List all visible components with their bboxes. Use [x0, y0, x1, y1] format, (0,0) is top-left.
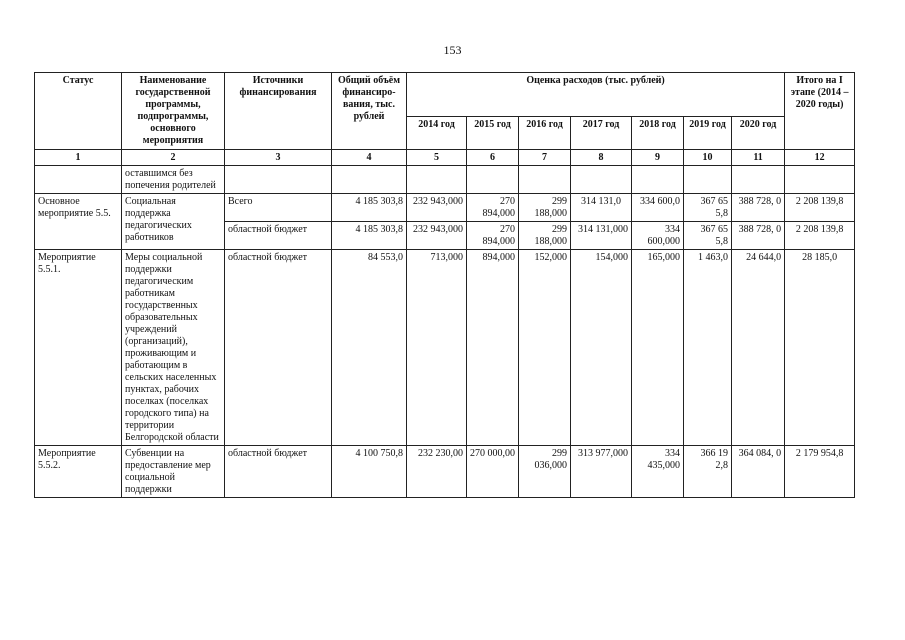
year-2019-cell: 1 463,0 [684, 250, 732, 446]
year-2020-cell: 24 644,0 [732, 250, 785, 446]
total-cell: 84 553,0 [332, 250, 407, 446]
header-status: Статус [35, 73, 122, 150]
year-2019-cell: 367 65 5,8 [684, 194, 732, 222]
total-cell: 4 100 750,8 [332, 446, 407, 498]
year-2017-cell: 313 977,000 [571, 446, 632, 498]
header-year-2015: 2015 год [467, 117, 519, 150]
program-name-cell: оставшимся без попечения родителей [122, 166, 225, 194]
stage-total-cell: 2 208 139,8 [785, 194, 855, 222]
empty-cell [785, 166, 855, 194]
source-cell: областной бюджет [225, 446, 332, 498]
status-cell [35, 166, 122, 194]
year-2020-cell: 388 728, 0 [732, 194, 785, 222]
empty-cell [225, 166, 332, 194]
year-2014-cell: 713,000 [407, 250, 467, 446]
page-number: 153 [443, 43, 462, 57]
program-name-cell: Субвенции на предоставление мер социальной поддержки [122, 446, 225, 498]
column-number-row [35, 150, 855, 166]
table-row [35, 446, 855, 498]
year-2015-cell: 270 894,000 [467, 222, 519, 250]
header-year-2014: 2014 год [407, 117, 467, 150]
total-cell: 4 185 303,8 [332, 194, 407, 222]
column-number: 7 [519, 150, 571, 166]
program-name-cell: Меры социальной поддержки педагогическим работникам государственных образовательных учреждений (организаций), проживающим и работающим в сельских населенных пунктах, рабочих поселках (поселках городского типа) на территории Белгородской области [122, 250, 225, 446]
budget-table [34, 72, 855, 498]
year-2018-cell: 334 600,000 [632, 222, 684, 250]
year-2019-cell: 366 19 2,8 [684, 446, 732, 498]
empty-cell [732, 166, 785, 194]
header-year-2017: 2017 год [571, 117, 632, 150]
year-2015-cell: 894,000 [467, 250, 519, 446]
column-number: 2 [122, 150, 225, 166]
empty-cell [332, 166, 407, 194]
year-2016-cell: 299 036,000 [519, 446, 571, 498]
column-number: 3 [225, 150, 332, 166]
empty-cell [684, 166, 732, 194]
header-year-2016: 2016 год [519, 117, 571, 150]
column-number: 10 [684, 150, 732, 166]
status-cell: Мероприятие 5.5.2. [35, 446, 122, 498]
year-2018-cell: 165,000 [632, 250, 684, 446]
program-name-cell: Социальная поддержка педагогических работников [122, 194, 225, 250]
source-cell: Всего [225, 194, 332, 222]
header-row-1 [35, 73, 855, 117]
year-2016-cell: 152,000 [519, 250, 571, 446]
stage-total-cell: 28 185,0 [785, 250, 855, 446]
empty-cell [519, 166, 571, 194]
column-number: 12 [785, 150, 855, 166]
stage-total-cell: 2 179 954,8 [785, 446, 855, 498]
year-2016-cell: 299 188,000 [519, 194, 571, 222]
year-2015-cell: 270 000,00 [467, 446, 519, 498]
column-number: 6 [467, 150, 519, 166]
year-2017-cell: 314 131,000 [571, 222, 632, 250]
column-number: 9 [632, 150, 684, 166]
stage-total-cell: 2 208 139,8 [785, 222, 855, 250]
header-year-2018: 2018 год [632, 117, 684, 150]
year-2016-cell: 299 188,000 [519, 222, 571, 250]
header-expense-estimate: Оценка расходов (тыс. рублей) [407, 73, 785, 117]
status-cell: Мероприятие 5.5.1. [35, 250, 122, 446]
header-stage-total: Итого на I этапе (2014 – 2020 годы) [785, 73, 855, 150]
header-sources: Источники финансирования [225, 73, 332, 150]
table-row [35, 166, 855, 194]
year-2019-cell: 367 65 5,8 [684, 222, 732, 250]
source-cell: областной бюджет [225, 250, 332, 446]
empty-cell [632, 166, 684, 194]
year-2015-cell: 270 894,000 [467, 194, 519, 222]
empty-cell [467, 166, 519, 194]
source-cell: областной бюджет [225, 222, 332, 250]
header-total-volume: Общий объём финансиро-вания, тыс. рублей [332, 73, 407, 150]
header-year-2019: 2019 год [684, 117, 732, 150]
year-2018-cell: 334 435,000 [632, 446, 684, 498]
year-2014-cell: 232 943,000 [407, 194, 467, 222]
empty-cell [571, 166, 632, 194]
empty-cell [407, 166, 467, 194]
year-2020-cell: 388 728, 0 [732, 222, 785, 250]
year-2018-cell: 334 600,0 [632, 194, 684, 222]
column-number: 1 [35, 150, 122, 166]
year-2020-cell: 364 084, 0 [732, 446, 785, 498]
year-2017-cell: 154,000 [571, 250, 632, 446]
year-2014-cell: 232 230,00 [407, 446, 467, 498]
column-number: 4 [332, 150, 407, 166]
column-number: 8 [571, 150, 632, 166]
table-row [35, 250, 855, 446]
column-number: 11 [732, 150, 785, 166]
year-2017-cell: 314 131,0 [571, 194, 632, 222]
header-year-2020: 2020 год [732, 117, 785, 150]
total-cell: 4 185 303,8 [332, 222, 407, 250]
status-cell: Основное мероприятие 5.5. [35, 194, 122, 250]
table-row [35, 194, 855, 222]
year-2014-cell: 232 943,000 [407, 222, 467, 250]
column-number: 5 [407, 150, 467, 166]
header-program-name: Наименование государственной программы, подпрограммы, основного мероприятия [122, 73, 225, 150]
